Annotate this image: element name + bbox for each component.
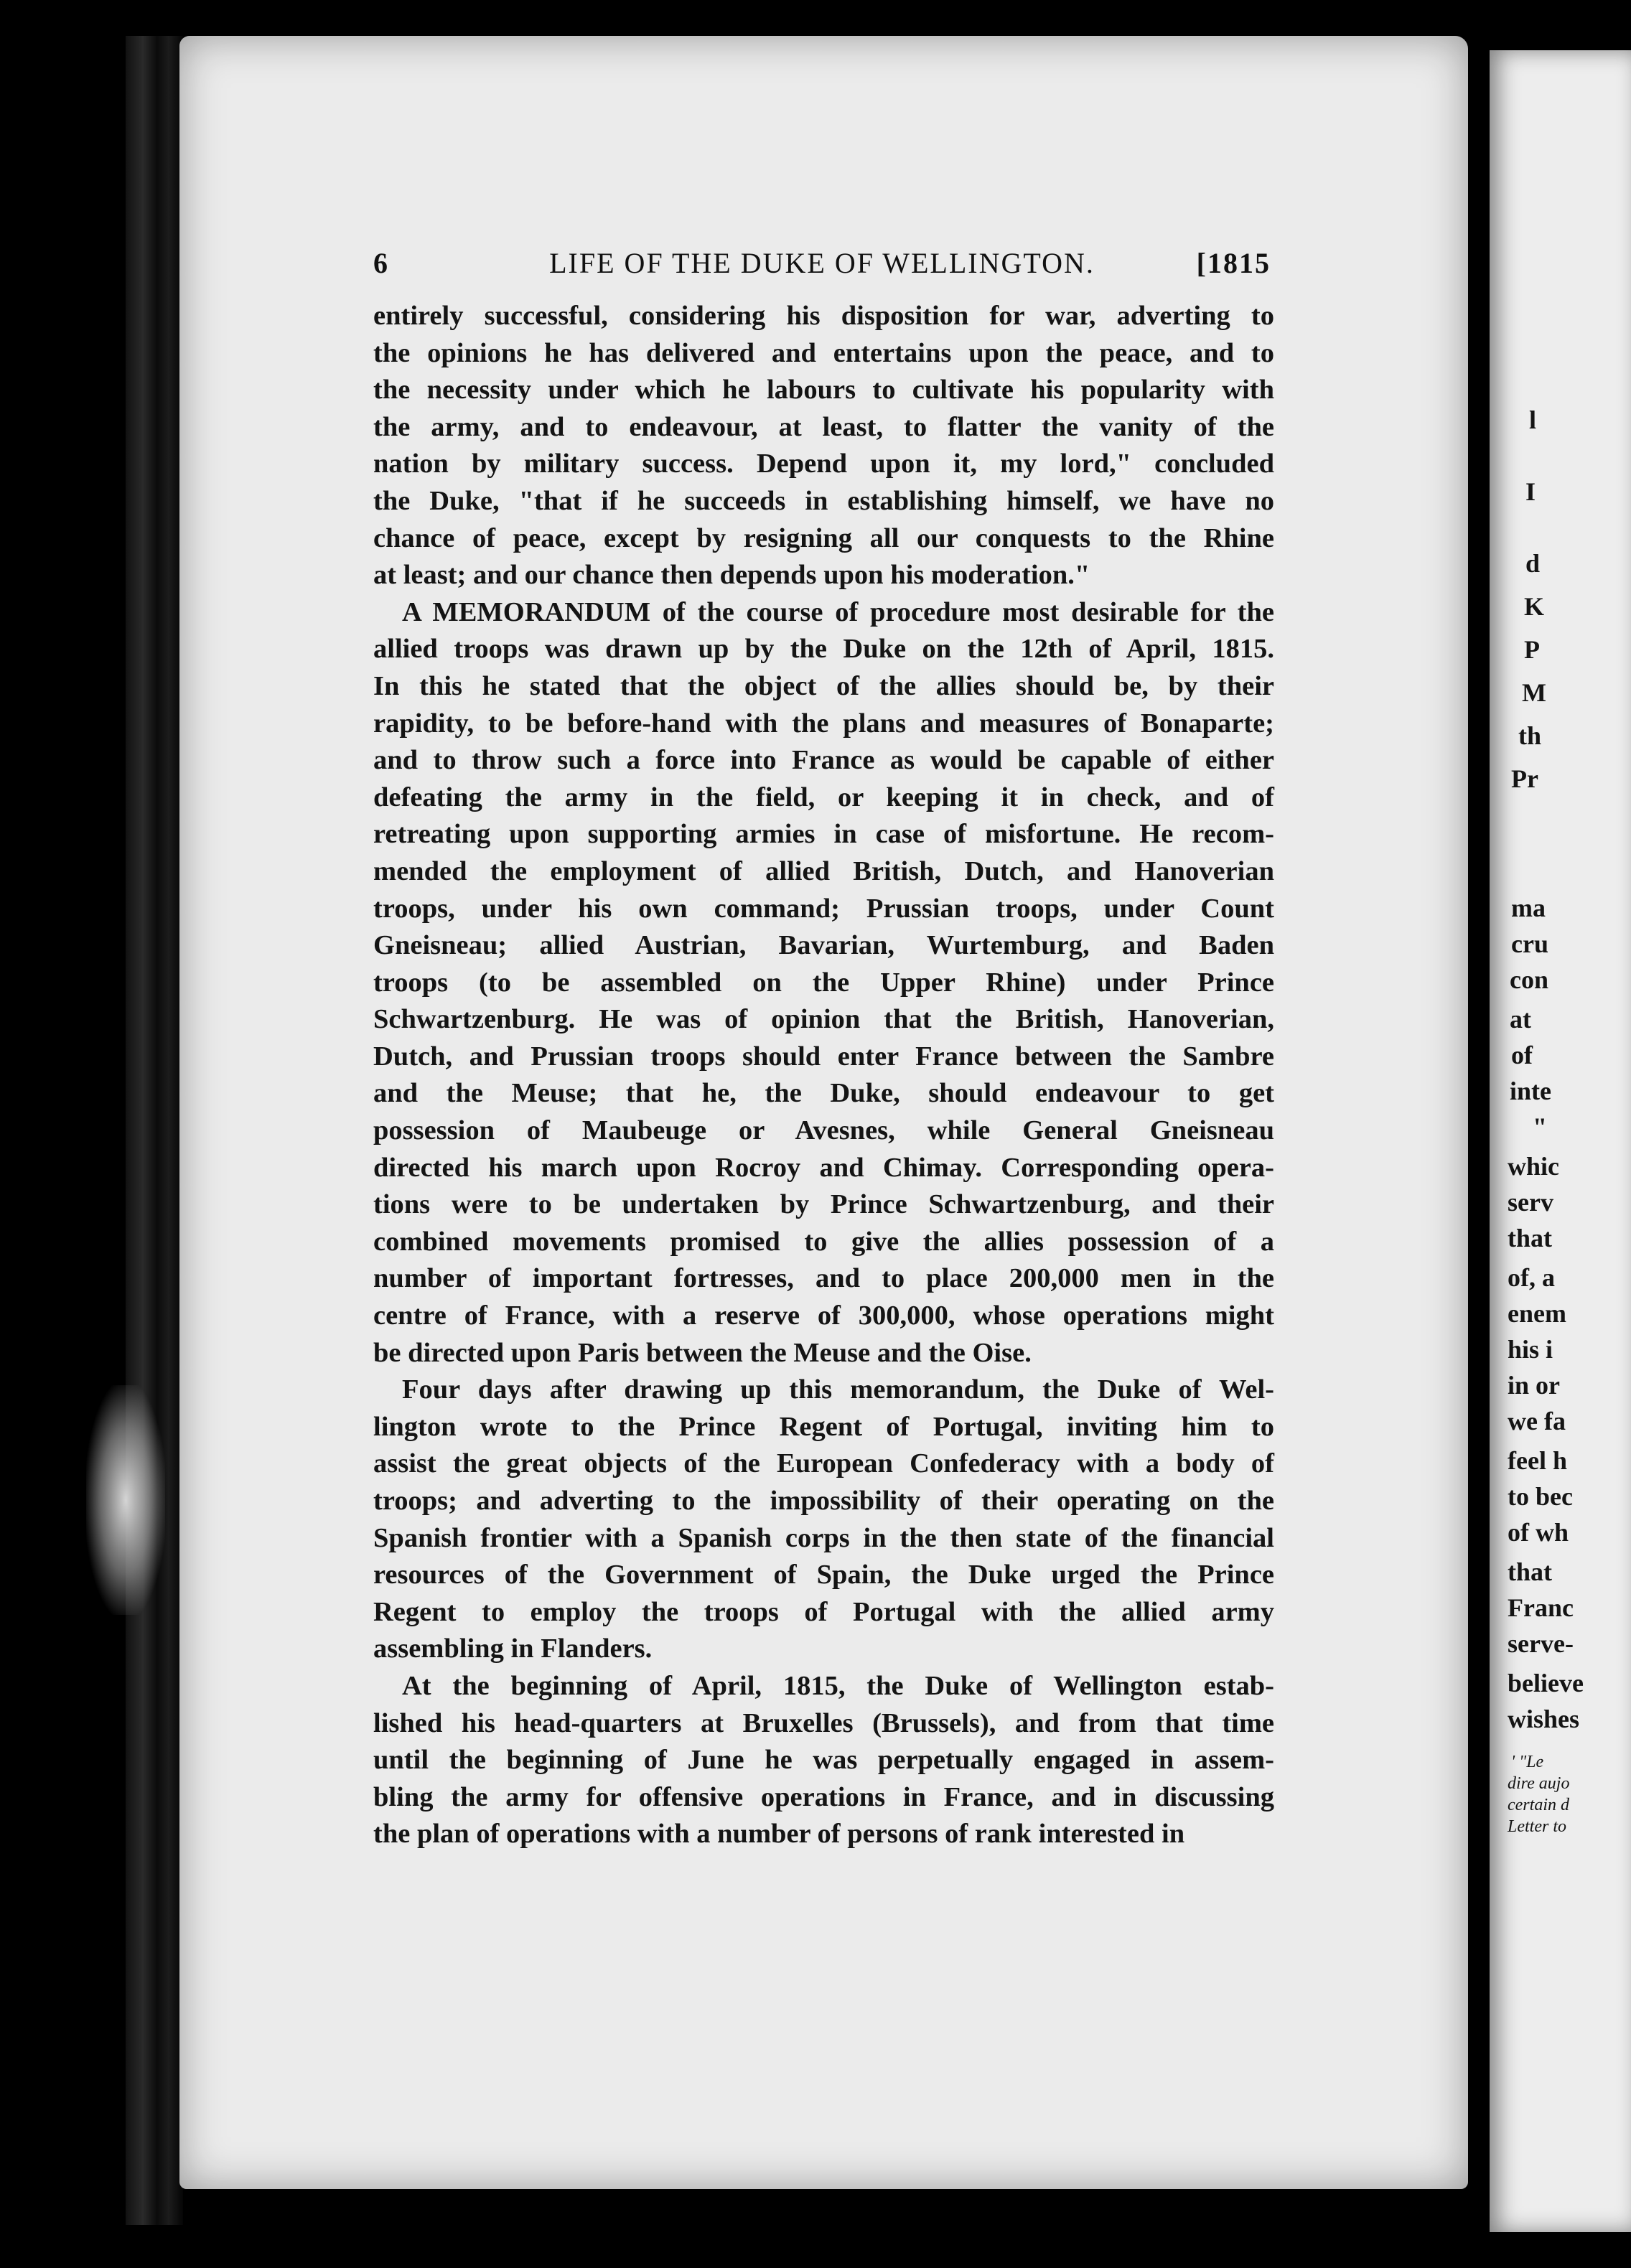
right-page-fragment: d [1525, 549, 1541, 578]
text-line: tions were to be undertaken by Prince Schwartzenburg, and their [373, 1189, 1274, 1220]
text-line: assembling in Flanders. [373, 1634, 653, 1664]
text-line: In this he stated that the object of the allies should be, by their [373, 670, 1274, 701]
text-line: Dutch, and Prussian troops should enter France between the Sambre [373, 1041, 1274, 1072]
text-line: the plan of operations with a number of persons of rank interested in [373, 1819, 1185, 1850]
text-line: troops; and adverting to the impossibility of their operating on the [373, 1486, 1274, 1516]
text-line: At the beginning of April, 1815, the Duke of Wellington estab- [402, 1670, 1274, 1701]
text-line: and to throw such a force into France as would be capable of either [373, 745, 1274, 776]
right-page-fragment: l [1529, 406, 1537, 434]
right-page-fragment: that [1508, 1557, 1552, 1586]
right-page-fragment: inte [1510, 1077, 1551, 1105]
right-page-fragment: to bec [1508, 1482, 1573, 1511]
text-line: lington wrote to the Prince Regent of Portugal, inviting him to [373, 1411, 1274, 1442]
text-line: be directed upon Paris between the Meuse and the Oise. [373, 1337, 1032, 1368]
text-line: until the beginning of June he was perpetually engaged in assem- [373, 1745, 1274, 1776]
right-page-fragment: at [1510, 1005, 1531, 1034]
text-line: nation by military success. Depend upon it, my lord," concluded [373, 449, 1274, 479]
text-line: number of important fortresses, and to place 200,000 men in the [373, 1263, 1274, 1294]
right-page-fragment: serve- [1508, 1629, 1574, 1658]
right-page-fragment: his i [1508, 1335, 1553, 1364]
text-line: retreating upon supporting armies in case of misfortune. He recom- [373, 819, 1274, 850]
right-page-fragment: I [1525, 477, 1536, 506]
right-page-fragment: K [1524, 592, 1545, 621]
right-page-fragment: con [1510, 965, 1548, 994]
text-line: Gneisneau; allied Austrian, Bavarian, Wurtemburg, and Baden [373, 930, 1274, 961]
text-line: combined movements promised to give the allies possession of a [373, 1226, 1274, 1257]
text-line: centre of France, with a reserve of 300,000, whose operations might [373, 1301, 1274, 1331]
text-line: and the Meuse; that he, the Duke, should endeavour to get [373, 1078, 1274, 1109]
text-line: resources of the Government of Spain, the Duke urged the Prince [373, 1560, 1274, 1590]
right-page-fragment: whic [1508, 1152, 1559, 1181]
text-line: mended the employment of allied British, Dutch, and Hanoverian [373, 856, 1274, 886]
text-line: the necessity under which he labours to cultivate his popularity with [373, 375, 1274, 406]
header-year: [1815 [1196, 247, 1271, 279]
book-spine-edge [126, 36, 183, 2225]
text-line: allied troops was drawn up by the Duke on the 12th of April, 1815. [373, 634, 1274, 665]
right-page-fragment: in or [1508, 1371, 1561, 1400]
right-page [1490, 50, 1631, 2232]
right-page-fragment: of [1511, 1041, 1533, 1069]
text-line: Spanish frontier with a Spanish corps in the then state of the financial [373, 1522, 1274, 1553]
right-page-fragment: feel h [1508, 1446, 1567, 1475]
right-page-fragment: of wh [1508, 1518, 1569, 1547]
right-page-fragment: ' "Le [1511, 1753, 1544, 1771]
right-page-fragment: cru [1511, 929, 1548, 958]
text-line: the army, and to endeavour, at least, to flatter the vanity of the [373, 411, 1274, 442]
text-line: troops (to be assembled on the Upper Rhine) under Prince [373, 967, 1274, 998]
text-line: the opinions he has delivered and entertains upon the peace, and to [373, 337, 1274, 368]
running-header [373, 246, 1271, 282]
right-page-fragment: dire aujo [1508, 1774, 1570, 1793]
text-line: bling the army for offensive operations in France, and in discussing [373, 1781, 1274, 1812]
text-line: chance of peace, except by resigning all our conquests to the Rhine [373, 523, 1274, 553]
right-page-text [1490, 50, 1631, 2232]
text-line: at least; and our chance then depends upon his moderation." [373, 560, 1090, 591]
page-number: 6 [373, 247, 389, 279]
text-line: entirely successful, considering his disposition for war, adverting to [373, 301, 1274, 331]
right-page-fragment: Letter to [1508, 1817, 1566, 1836]
right-page-fragment: serv [1508, 1188, 1553, 1217]
right-page-fragment: believe [1508, 1669, 1584, 1697]
text-line: Four days after drawing up this memorandum, the Duke of Wel- [402, 1374, 1274, 1405]
text-line: possession of Maubeuge or Avesnes, while General Gneisneau [373, 1115, 1274, 1146]
right-page-fragment: P [1524, 635, 1540, 664]
right-page-fragment: enem [1508, 1299, 1566, 1328]
body-text [373, 298, 1274, 1853]
text-line: Schwartzenburg. He was of opinion that the British, Hanoverian, [373, 1004, 1274, 1035]
right-page-fragment: " [1533, 1112, 1547, 1141]
right-page-fragment: wishes [1508, 1705, 1580, 1733]
text-line: the Duke, "that if he succeeds in establishing himself, we have no [373, 485, 1274, 516]
right-page-fragment: Franc [1508, 1593, 1574, 1622]
running-title: LIFE OF THE DUKE OF WELLINGTON. [549, 247, 1095, 279]
right-page-fragment: Pr [1511, 764, 1538, 793]
right-page-fragment: th [1518, 721, 1542, 750]
text-line: troops, under his own command; Prussian troops, under Count [373, 893, 1274, 924]
right-page-fragment: certain d [1508, 1796, 1569, 1814]
text-line: assist the great objects of the European Confederacy with a body of [373, 1448, 1274, 1479]
text-line: defeating the army in the field, or keeping it in check, and of [373, 782, 1274, 812]
text-line: directed his march upon Rocroy and Chimay. Corresponding opera- [373, 1152, 1274, 1183]
text-line: A MEMORANDUM of the course of procedure most desirable for the [402, 596, 1274, 627]
right-page-fragment: of, a [1508, 1263, 1555, 1292]
right-page-fragment: that [1508, 1224, 1552, 1252]
right-page-fragment: we fa [1508, 1407, 1566, 1435]
right-page-fragment: M [1522, 678, 1546, 707]
text-line: lished his head-quarters at Bruxelles (Brussels), and from that time [373, 1707, 1274, 1738]
page-stain [86, 1385, 165, 1615]
text-line: Regent to employ the troops of Portugal with the allied army [373, 1596, 1274, 1627]
right-page-fragment: ma [1511, 894, 1546, 922]
text-line: rapidity, to be before-hand with the plans and measures of Bonaparte; [373, 708, 1274, 739]
